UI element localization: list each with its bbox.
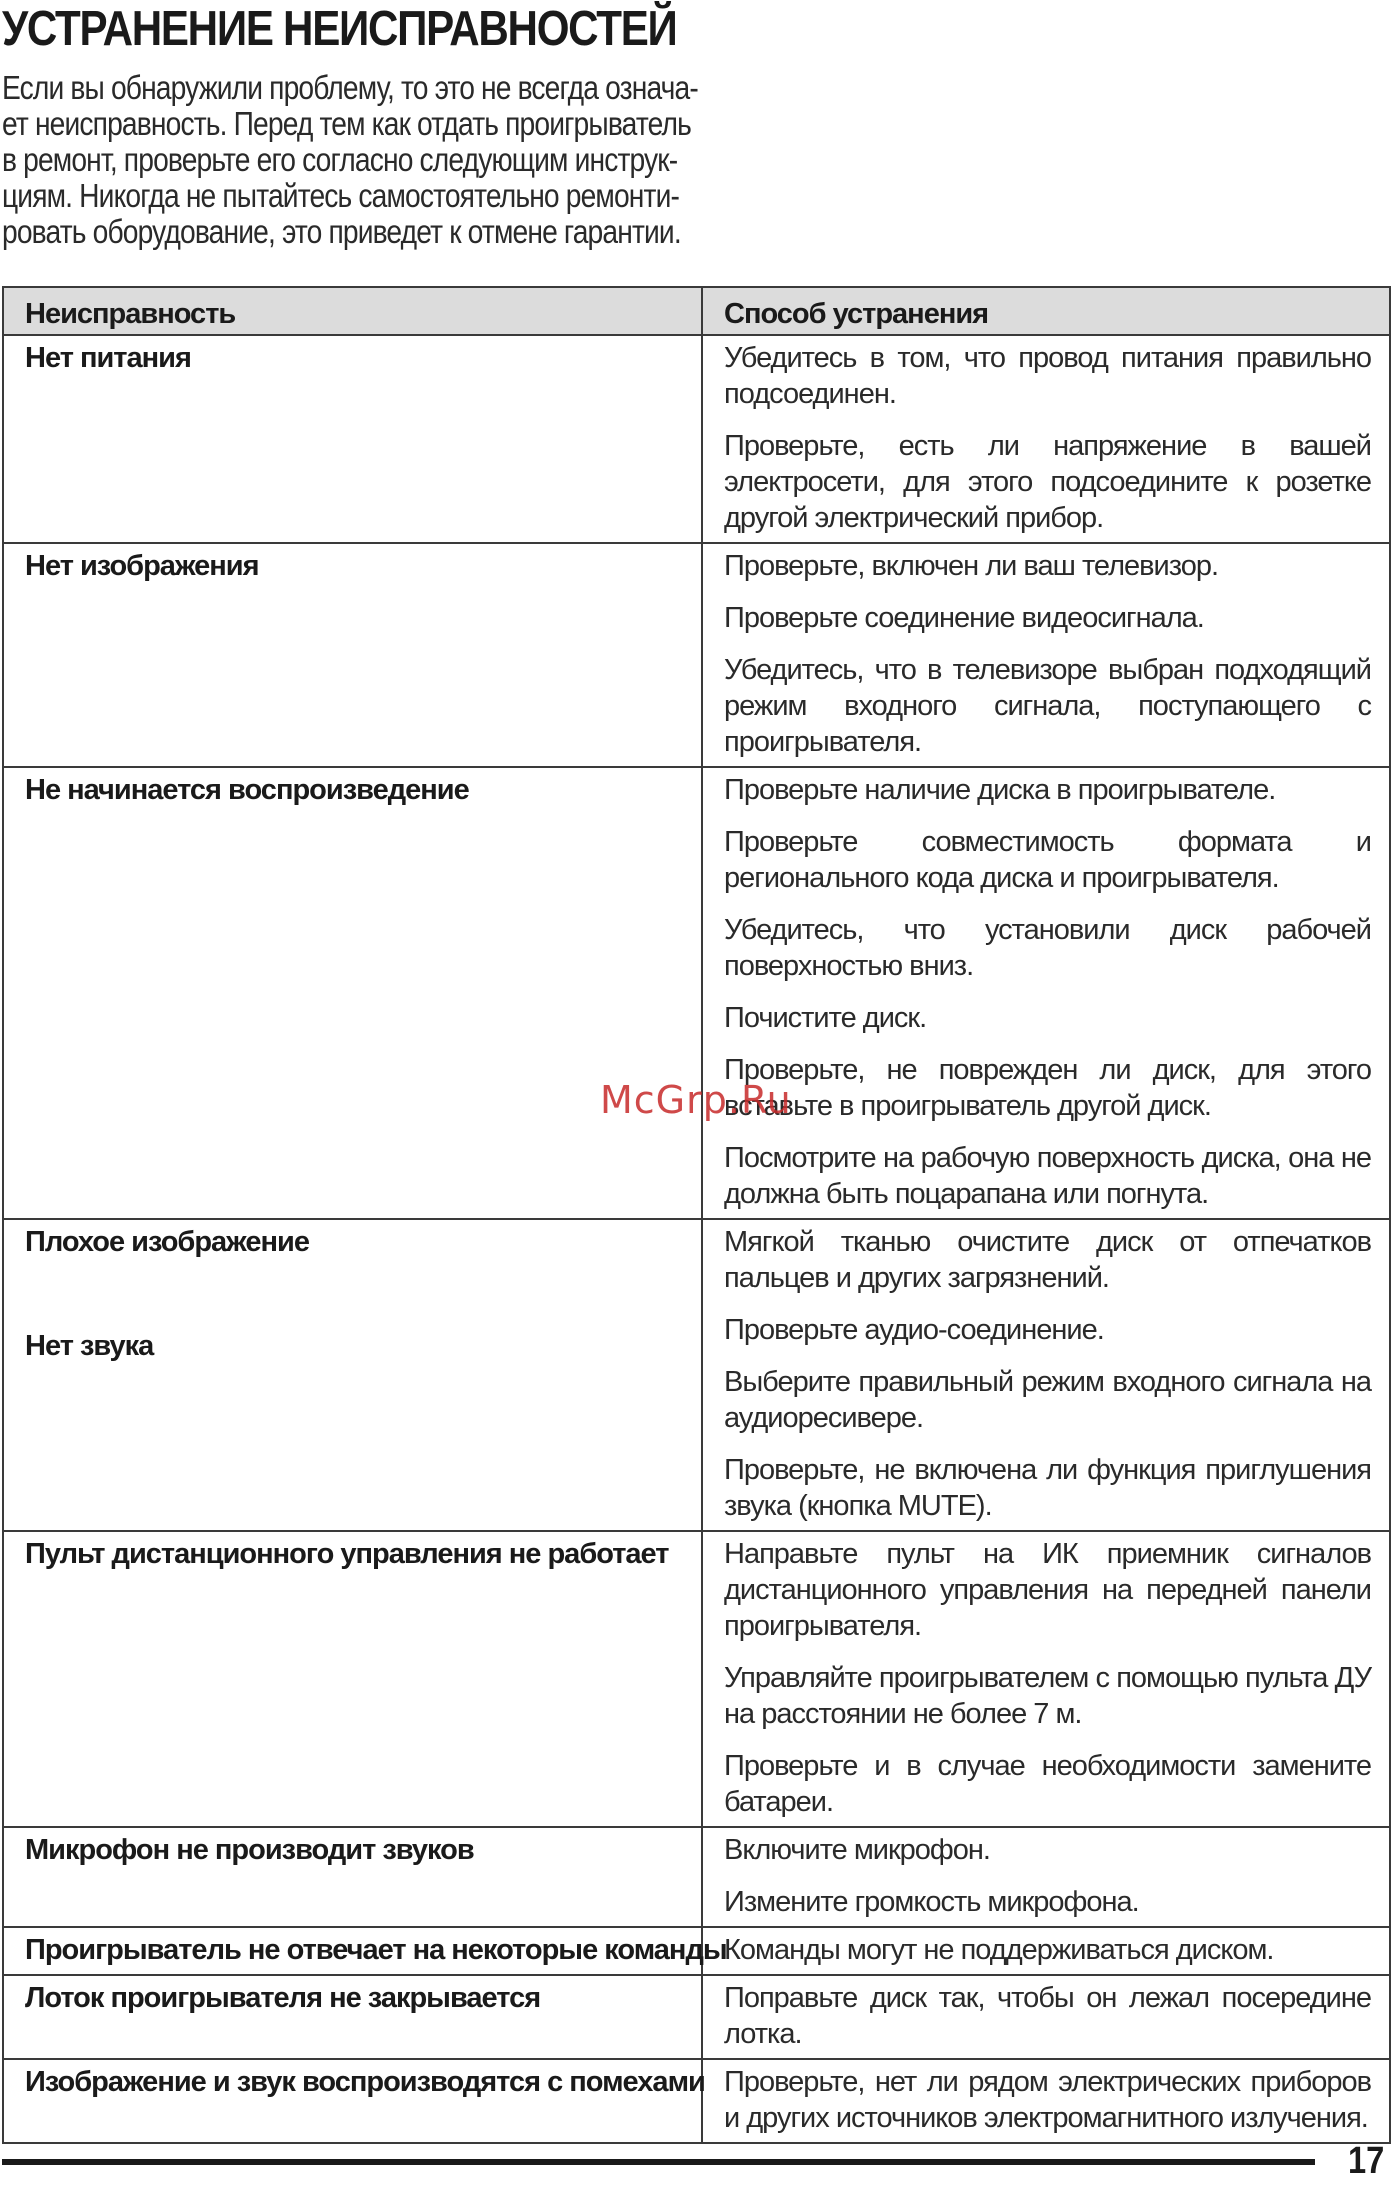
solution-text: Проверьте, не поврежден ли диск, для этого вставьте в проигрыватель другой диск. xyxy=(724,1054,1371,1122)
solution-text: Проверьте, нет ли рядом электрических приборов и других источников электромагнитного излучения. xyxy=(724,2066,1371,2134)
malfunction-cell xyxy=(3,1827,702,1927)
intro-line: ровать оборудование, это приведет к отмене гарантии. xyxy=(2,213,681,250)
header-label: Неисправность xyxy=(25,298,236,330)
table-row xyxy=(3,335,1390,543)
malfunction-cell xyxy=(3,1531,702,1827)
malfunction-label: Нет звука xyxy=(25,1330,154,1362)
solution-cell xyxy=(702,1219,1390,1531)
solution-text: Проверьте совместимость формата и регионального кода диска и проигрывателя. xyxy=(724,826,1371,894)
intro-paragraph xyxy=(2,69,698,250)
page-number: 17 xyxy=(1348,2140,1385,2182)
solution-cell xyxy=(702,335,1390,543)
malfunction-cell xyxy=(3,1927,727,1975)
malfunction-cell xyxy=(3,2059,705,2143)
solution-text: Убедитесь, что установили диск рабочей поверхностью вниз. xyxy=(724,914,1371,982)
footer-rule xyxy=(2,2159,1315,2165)
malfunction-cell xyxy=(3,767,702,1219)
solution-text: Проверьте, не включена ли функция приглушения звука (кнопка MUTE). xyxy=(724,1454,1371,1522)
solution-text: Включите микрофон. xyxy=(724,1834,990,1866)
solution-text: Проверьте и в случае необходимости замените батареи. xyxy=(724,1750,1371,1818)
solution-text: Проверьте наличие диска в проигрывателе. xyxy=(724,774,1276,806)
solution-text: Проверьте соединение видеосигнала. xyxy=(724,602,1204,634)
solution-cell xyxy=(702,1531,1390,1827)
solution-text: Убедитесь, что в телевизоре выбран подходящий режим входного сигнала, поступающего с проигрывателя. xyxy=(724,654,1371,758)
malfunction-label: Пульт дистанционного управления не работает xyxy=(25,1538,669,1570)
table-row xyxy=(3,1975,1390,2059)
malfunction-label: Микрофон не производит звуков xyxy=(25,1834,474,1866)
watermark: McGrp.Ru xyxy=(600,1078,792,1122)
intro-line: циям. Никогда не пытайтесь самостоятельно ремонти- xyxy=(2,177,680,214)
malfunction-label: Проигрыватель не отвечает на некоторые команды xyxy=(25,1934,727,1966)
table-row xyxy=(3,1827,1390,1927)
solution-text: Проверьте, включен ли ваш телевизор. xyxy=(724,550,1219,582)
solution-text: Почистите диск. xyxy=(724,1002,927,1034)
malfunction-cell xyxy=(3,1975,702,2059)
malfunction-label: Лоток проигрывателя не закрывается xyxy=(25,1982,541,2014)
solution-cell xyxy=(702,543,1390,767)
page-title: УСТРАНЕНИЕ НЕИСПРАВНОСТЕЙ xyxy=(2,2,677,56)
table-row xyxy=(3,1219,1390,1531)
intro-line: Если вы обнаружили проблему, то это не всегда означа- xyxy=(2,69,698,106)
solution-text: Выберите правильный режим входного сигнала на аудиоресивере. xyxy=(724,1366,1371,1434)
solution-text: Управляйте проигрывателем с помощью пульта ДУ на расстоянии не более 7 м. xyxy=(724,1662,1371,1730)
solution-cell xyxy=(702,1827,1390,1927)
table-row xyxy=(3,1531,1390,1827)
intro-line: ет неисправность. Перед тем как отдать проигрыватель xyxy=(2,105,691,142)
solution-text: Посмотрите на рабочую поверхность диска, она не должна быть поцарапана или погнута. xyxy=(724,1142,1371,1210)
intro-line: в ремонт, проверьте его согласно следующим инструк- xyxy=(2,141,678,178)
solution-text: Мягкой тканью очистите диск от отпечатков пальцев и других загрязнений. xyxy=(724,1226,1371,1294)
table-row xyxy=(3,543,1390,767)
malfunction-cell xyxy=(3,335,702,543)
solution-cell xyxy=(702,1975,1390,2059)
header-solution xyxy=(702,287,1390,335)
header-label: Способ устранения xyxy=(724,298,989,330)
solution-cell xyxy=(702,767,1390,1219)
solution-cell xyxy=(702,2059,1390,2143)
solution-text: Убедитесь в том, что провод питания правильно подсоединен. xyxy=(724,342,1371,410)
solution-text: Измените громкость микрофона. xyxy=(724,1886,1139,1918)
malfunction-label: Плохое изображение xyxy=(25,1226,309,1258)
header-malfunction xyxy=(3,287,702,335)
solution-text: Поправьте диск так, чтобы он лежал посередине лотка. xyxy=(724,1982,1371,2050)
solution-text: Проверьте аудио-соединение. xyxy=(724,1314,1104,1346)
solution-text: Направьте пульт на ИК приемник сигналов дистанционного управления на передней панели проигрывателя. xyxy=(724,1538,1371,1642)
table-row xyxy=(3,767,1390,1219)
malfunction-cell xyxy=(3,1219,702,1531)
malfunction-label: Не начинается воспроизведение xyxy=(25,774,469,806)
solution-text: Команды могут не поддерживаться диском. xyxy=(724,1934,1274,1966)
troubleshooting-table xyxy=(2,286,1391,2144)
table-header-row xyxy=(3,287,1390,335)
table-row xyxy=(3,1927,1390,1975)
malfunction-label: Изображение и звук воспроизводятся с помехами xyxy=(25,2066,705,2098)
solution-cell xyxy=(702,1927,1390,1975)
table-row xyxy=(3,2059,1390,2143)
malfunction-label: Нет изображения xyxy=(25,550,259,582)
malfunction-label: Нет питания xyxy=(25,342,191,374)
solution-text: Проверьте, есть ли напряжение в вашей электросети, для этого подсоедините к розетке другой электрический прибор. xyxy=(724,430,1371,534)
malfunction-cell xyxy=(3,543,702,767)
